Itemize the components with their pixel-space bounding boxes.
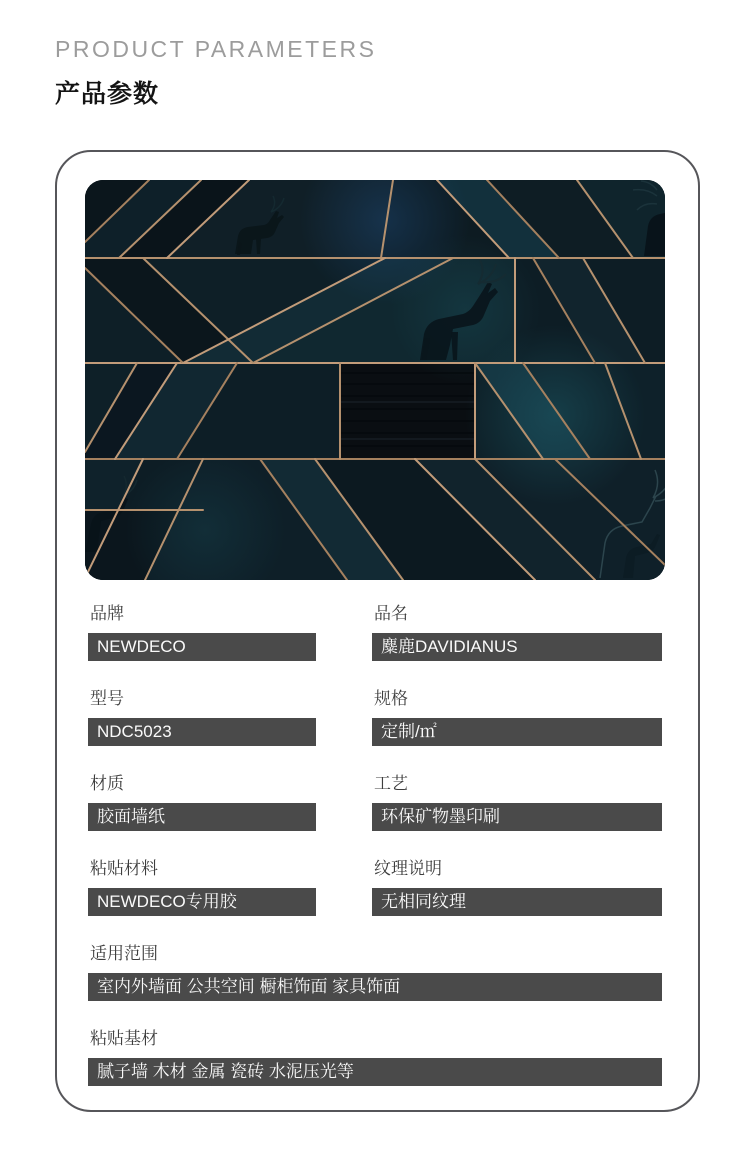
- param-value: 无相同纹理: [372, 888, 662, 916]
- wallpaper-pattern-image: [85, 180, 665, 580]
- param-field-substrate: [88, 1028, 662, 1086]
- parameters-list: [88, 603, 662, 1113]
- param-row: [88, 858, 662, 916]
- param-label: 适用范围: [90, 944, 158, 963]
- param-label: 工艺: [374, 774, 408, 793]
- param-label: 品名: [374, 604, 408, 623]
- page-title-en: PRODUCT PARAMETERS: [55, 36, 377, 62]
- param-field-model: [88, 688, 316, 746]
- param-row: [88, 603, 662, 661]
- param-value: 定制/㎡: [372, 718, 662, 746]
- page-header: [55, 36, 376, 110]
- param-field-application-range: [88, 943, 662, 1001]
- parameters-card: [55, 150, 700, 1112]
- param-value: NEWDECO专用胶: [88, 888, 316, 916]
- param-field-texture-note: [372, 858, 662, 916]
- param-label: 规格: [374, 689, 408, 708]
- param-value: NDC5023: [88, 718, 316, 746]
- param-value: NEWDECO: [88, 633, 316, 661]
- product-image: [85, 180, 665, 580]
- param-field-material: [88, 773, 316, 831]
- param-label: 粘贴材料: [90, 859, 158, 878]
- param-value: 室内外墙面 公共空间 橱柜饰面 家具饰面: [88, 973, 662, 1001]
- param-label: 品牌: [90, 604, 124, 623]
- param-row: [88, 943, 662, 1001]
- page-title-zh: 产品参数: [55, 80, 160, 108]
- param-label: 粘贴基材: [90, 1029, 158, 1048]
- param-field-product-name: [372, 603, 662, 661]
- param-field-craft: [372, 773, 662, 831]
- param-label: 纹理说明: [374, 859, 442, 878]
- param-row: [88, 688, 662, 746]
- param-value: 环保矿物墨印刷: [372, 803, 662, 831]
- param-row: [88, 773, 662, 831]
- param-value: 胶面墙纸: [88, 803, 316, 831]
- param-value: 麋鹿DAVIDIANUS: [372, 633, 662, 661]
- param-label: 材质: [90, 774, 124, 793]
- param-field-adhesive: [88, 858, 316, 916]
- param-label: 型号: [90, 689, 124, 708]
- param-field-spec: [372, 688, 662, 746]
- param-value: 腻子墙 木材 金属 瓷砖 水泥压光等: [88, 1058, 662, 1086]
- param-row: [88, 1028, 662, 1086]
- param-field-brand: [88, 603, 316, 661]
